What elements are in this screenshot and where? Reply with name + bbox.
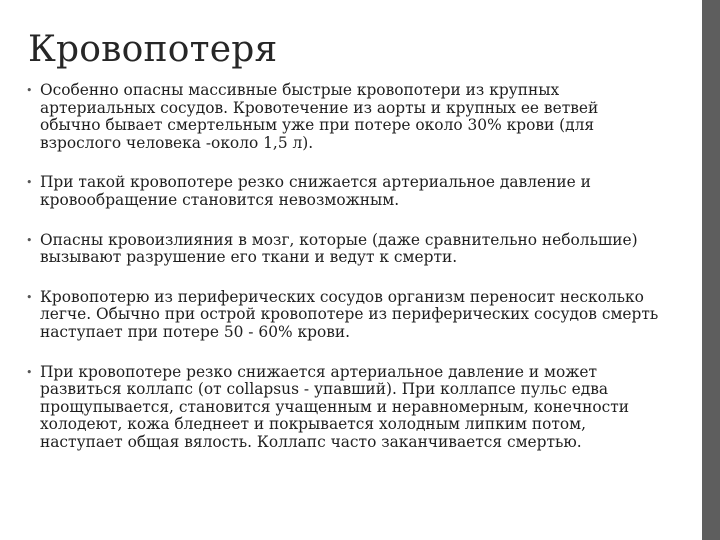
bullet-text: Особенно опасны массивные быстрые кровопотери из крупных артериальных сосудов. Кровотечение из аорты и крупных ее ветвей обычно бывает смертельным уже при потере около 30% крови (для взрослого человека -около 1,5 л). — [40, 81, 599, 152]
bullet-item — [26, 232, 660, 267]
bullet-text: Кровопотерю из периферических сосудов организм переносит несколько легче. Обычно при острой кровопотере из периферических сосудов смерть наступает при потере 50 - 60% крови. — [40, 287, 659, 341]
bullet-list — [26, 82, 660, 474]
bullet-marker: • — [26, 233, 33, 247]
bullet-text: Опасны кровоизлияния в мозг, которые (даже сравнительно небольшие) вызывают разрушение его ткани и ведут к смерти. — [40, 230, 638, 267]
bullet-marker: • — [26, 84, 33, 97]
bullet-item — [26, 364, 660, 452]
bullet-marker: • — [26, 176, 33, 190]
bullet-marker: • — [26, 365, 33, 379]
side-accent-bar — [702, 0, 720, 540]
bullet-text: При кровопотере резко снижается артериальное давление и может развиться коллапс (от collapsus - упавший). При коллапсе пульс едва прощупывается, становится учащенным и неравномерным, конечности холодеют, кожа бледнеет и покрывается холодным липким потом, наступает общая вялость. Коллапс часто заканчивается смертью. — [40, 362, 630, 451]
bullet-item — [26, 289, 660, 342]
bullet-item — [26, 174, 660, 209]
bullet-marker: • — [26, 290, 33, 304]
slide-title: Кровопотеря — [28, 29, 278, 70]
bullet-text: При такой кровопотере резко снижается артериальное давление и кровообращение становится невозможным. — [40, 173, 591, 209]
bullet-item — [26, 82, 660, 152]
